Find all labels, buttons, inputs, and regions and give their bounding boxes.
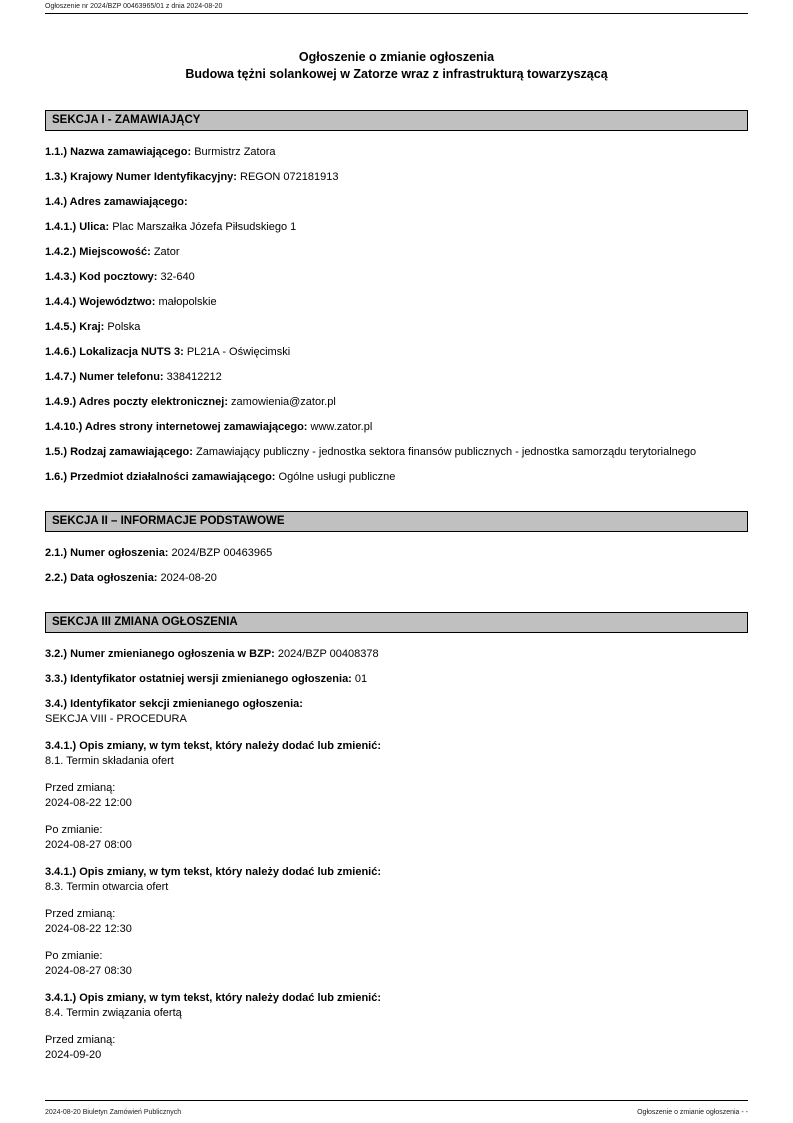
field-row-multiline: [45, 697, 748, 727]
change-description: [45, 991, 748, 1021]
header-rule: [45, 13, 748, 14]
field-value: 32-640: [160, 271, 195, 283]
field-label: 3.3.) Identyfikator ostatniej wersji zmienianego ogłoszenia:: [45, 673, 352, 685]
field-value: 2024/BZP 00463965: [171, 547, 273, 559]
field-value: małopolskie: [158, 296, 217, 308]
field-value: Polska: [107, 321, 141, 333]
field-row: [45, 145, 748, 159]
header-doc-number: Ogłoszenie nr 2024/BZP 00463965/01 z dnia 2024-08-20: [45, 3, 223, 10]
after-value: 2024-08-27 08:00: [45, 839, 132, 851]
after-value: 2024-08-27 08:30: [45, 965, 132, 977]
title-line-1: Ogłoszenie o zmianie ogłoszenia: [298, 50, 495, 64]
footer-rule: [45, 1100, 748, 1101]
field-value: REGON 072181913: [240, 171, 339, 183]
change-after: [45, 949, 748, 979]
field-value: 01: [354, 673, 368, 685]
field-row: [45, 270, 748, 284]
section-header-zmiana-ogloszenia: SEKCJA III ZMIANA OGŁOSZENIA: [45, 612, 748, 633]
footer-left-text: 2024-08-20 Biuletyn Zamówień Publicznych: [45, 1109, 182, 1116]
field-row: [45, 647, 748, 661]
field-row: [45, 445, 748, 459]
field-value: Burmistrz Zatora: [194, 146, 276, 158]
change-before: [45, 781, 748, 811]
field-value: Zator: [153, 246, 180, 258]
after-label: Po zmianie:: [45, 824, 103, 836]
field-label: 3.4.) Identyfikator sekcji zmienianego ogłoszenia:: [45, 698, 303, 710]
field-label: 2.1.) Numer ogłoszenia:: [45, 547, 169, 559]
field-label: 1.4.5.) Kraj:: [45, 321, 105, 333]
field-label: 1.4.) Adres zamawiającego:: [45, 196, 188, 208]
field-value: SEKCJA VIII - PROCEDURA: [45, 713, 187, 725]
field-value: 2024/BZP 00408378: [277, 648, 379, 660]
field-value: zamowienia@zator.pl: [231, 396, 336, 408]
change-subject: 8.3. Termin otwarcia ofert: [45, 881, 169, 893]
field-row: [45, 245, 748, 259]
field-label: 1.1.) Nazwa zamawiającego:: [45, 146, 192, 158]
field-row: [45, 546, 748, 560]
field-value: Zamawiający publiczny - jednostka sektora finansów publicznych - jednostka samorządu terytorialnego: [196, 446, 697, 458]
field-label: 3.2.) Numer zmienianego ogłoszenia w BZP:: [45, 648, 275, 660]
field-label: 1.4.6.) Lokalizacja NUTS 3:: [45, 346, 184, 358]
change-before: [45, 1033, 748, 1063]
footer-right-text: Ogłoszenie o zmianie ogłoszenia - -: [637, 1109, 748, 1116]
after-label: Po zmianie:: [45, 950, 103, 962]
section-header-informacje-podstawowe: SEKCJA II – INFORMACJE PODSTAWOWE: [45, 511, 748, 532]
field-label: 1.4.4.) Województwo:: [45, 296, 156, 308]
before-value: 2024-09-20: [45, 1049, 102, 1061]
field-row: [45, 395, 748, 409]
title-line-2: Budowa tężni solankowej w Zatorze wraz z infrastrukturą towarzyszącą: [185, 67, 608, 81]
before-label: Przed zmianą:: [45, 782, 116, 794]
field-label: 1.4.3.) Kod pocztowy:: [45, 271, 158, 283]
before-value: 2024-08-22 12:00: [45, 797, 132, 809]
change-label: 3.4.1.) Opis zmiany, w tym tekst, który należy dodać lub zmienić:: [45, 992, 382, 1004]
field-row: [45, 672, 748, 686]
field-row: [45, 370, 748, 384]
field-label: 2.2.) Data ogłoszenia:: [45, 572, 158, 584]
field-label: 1.4.2.) Miejscowość:: [45, 246, 151, 258]
field-row: [45, 420, 748, 434]
field-row: [45, 345, 748, 359]
field-label: 1.4.10.) Adres strony internetowej zamawiającego:: [45, 421, 308, 433]
change-before: [45, 907, 748, 937]
before-label: Przed zmianą:: [45, 1034, 116, 1046]
before-label: Przed zmianą:: [45, 908, 116, 920]
field-value: www.zator.pl: [310, 421, 373, 433]
page-footer: [45, 1109, 748, 1116]
field-label: 1.5.) Rodzaj zamawiającego:: [45, 446, 193, 458]
field-row: [45, 320, 748, 334]
change-after: [45, 823, 748, 853]
before-value: 2024-08-22 12:30: [45, 923, 132, 935]
field-row: [45, 571, 748, 585]
field-label: 1.4.1.) Ulica:: [45, 221, 110, 233]
field-label: 1.4.9.) Adres poczty elektronicznej:: [45, 396, 228, 408]
change-label: 3.4.1.) Opis zmiany, w tym tekst, który należy dodać lub zmienić:: [45, 866, 382, 878]
field-row: [45, 220, 748, 234]
field-row: [45, 170, 748, 184]
field-value: PL21A - Oświęcimski: [186, 346, 291, 358]
field-label: 1.3.) Krajowy Numer Identyfikacyjny:: [45, 171, 237, 183]
field-row: [45, 195, 748, 209]
change-description: [45, 739, 748, 769]
change-subject: 8.4. Termin związania ofertą: [45, 1007, 182, 1019]
change-subject: 8.1. Termin składania ofert: [45, 755, 174, 767]
field-row: [45, 470, 748, 484]
field-value: Plac Marszałka Józefa Piłsudskiego 1: [112, 221, 297, 233]
field-label: 1.6.) Przedmiot działalności zamawiającego:: [45, 471, 276, 483]
field-label: 1.4.7.) Numer telefonu:: [45, 371, 164, 383]
field-value: 2024-08-20: [160, 572, 217, 584]
field-row: [45, 295, 748, 309]
field-value: Ogólne usługi publiczne: [278, 471, 396, 483]
change-description: [45, 865, 748, 895]
field-value: 338412212: [166, 371, 222, 383]
section-header-zamawiajacy: SEKCJA I - ZAMAWIAJĄCY: [45, 110, 748, 131]
change-label: 3.4.1.) Opis zmiany, w tym tekst, który należy dodać lub zmienić:: [45, 740, 382, 752]
